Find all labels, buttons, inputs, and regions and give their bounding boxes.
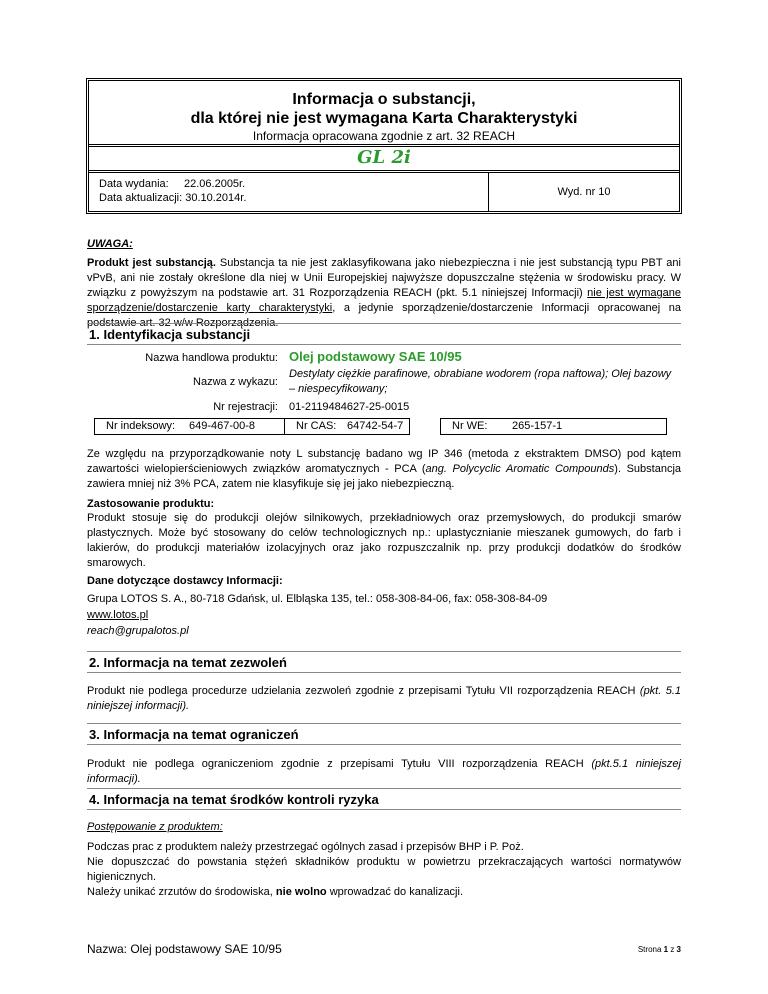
pca-note-italic: ang. Polycyclic Aromatic Compounds [425,463,615,475]
use-heading: Zastosowanie produktu: [87,498,215,510]
edition: Wyd. nr 10 [557,186,611,198]
footer-product-name: Nazwa: Olej podstawowy SAE 10/95 [87,942,282,956]
issue-date-label: Data wydania: [99,178,169,190]
update-date-label: Data aktualizacji: [99,192,183,204]
cas-label: Nr CAS: [296,420,337,432]
page-prefix: Strona [637,945,664,954]
list-name-line2: – niespecyfikowany; [289,383,388,395]
cas-no: 64742-54-7 [347,420,404,432]
title-line1: Informacja o substancji, [292,91,476,108]
section4-line3-end: wprowadzać do kanalizacji. [326,886,464,898]
section2-text [87,684,681,714]
pca-note [87,447,681,492]
notice-bold: Produkt jest substancją. [87,257,216,269]
section2-title: 2. Informacja na temat zezwoleń [89,655,287,670]
product-code-block [89,147,679,173]
cas-box [285,418,410,435]
notice-text [87,256,681,331]
notice-underlined: nie jest wymagane sporządzenie/dostarczenie karty charakterystyki [87,287,681,314]
we-box [440,418,667,435]
trade-name: Olej podstawowy SAE 10/95 [289,349,462,364]
section4-subheading: Postępowanie z produktem: [87,821,223,833]
we-label: Nr WE: [452,420,488,432]
section1-title: 1. Identyfikacja substancji [89,327,251,342]
trade-name-label: Nazwa handlowa produktu: [145,352,278,364]
section2-heading [87,651,681,673]
dates-block [89,173,489,211]
section2-text-main: Produkt nie podlega procedurze udzielania zezwoleń zgodnie z przepisami Tytułu VII rozporządzenia REACH [87,685,640,697]
edition-block [489,173,679,211]
section4-line2: Nie dopuszczać do powstania stężeń składników produktu w powietrzu przekraczających wartości normatywów higienicznych. [87,856,681,883]
product-code: GL 2i [357,147,411,168]
subtitle: Informacja opracowana zgodnie z art. 32 REACH [252,129,516,143]
section3-text [87,757,681,787]
section4-line3-start: Należy unikać zrzutów do środowiska, [87,886,276,898]
title-line2: dla której nie jest wymagana Karta Charakterystyki [190,110,578,127]
reg-no: 01-2119484627-25-0015 [289,401,410,413]
section3-text-italic: (pkt.5.1 niniejszej informacji). [87,758,681,785]
supplier-block [87,591,681,639]
header-title-block [89,81,679,147]
section4-title: 4. Informacja na temat środków kontroli ryzyka [89,792,379,807]
pca-note-text1: Ze względu na przyporządkowanie noty L substancję badano wg IP 346 (metoda z ekstraktem DMSO) pod kątem zawartości wielopierścieniowych związków aromatycznych - PCA ( [87,448,681,475]
pca-note-text2: ). Substancja zawiera mniej niż 3% PCA, zatem nie klasyfikuje się jej jako niebezpieczną. [87,463,682,490]
section4-line1: Podczas prac z produktem należy przestrzegać ogólnych zasad i przepisów BHP i P. Poż. [87,841,524,853]
use-text: Produkt stosuje się do produkcji olejów silnikowych, przekładniowych oraz przemysłowych, do produkcji smarów plastycznych. Może być stosowany do celów technologicznych np.: uplastycznianie mieszanek gumowych, do farb i lakierów, do produkcji materiałów izolacyjnych oraz jako rozpuszczalnik np. przy produkcji dodatków do środków smarowych. [87,512,681,569]
index-no: 649-467-00-8 [189,420,256,432]
we-no: 265-157-1 [512,420,563,432]
header-frame [86,78,682,214]
list-name [289,367,689,397]
supplier-email-link[interactable]: reach@grupalotos.pl [87,625,189,637]
list-name-label: Nazwa z wykazu: [193,376,278,388]
section3-heading [87,723,681,745]
section3-title: 3. Informacja na temat ograniczeń [89,727,299,742]
page-total: 3 [676,945,681,954]
section4-heading [87,788,681,810]
section1-heading [87,323,681,345]
index-box [94,418,285,435]
footer-page-number [638,945,681,954]
section4-text [87,840,681,900]
section4-line3 [87,885,681,900]
list-name-line1: Destylaty ciężkie parafinowe, obrabiane wodorem (ropa naftowa); Olej bazowy [289,368,672,380]
section4-line3-bold: nie wolno [275,886,327,898]
supplier-heading: Dane dotyczące dostawcy Informacji: [87,575,283,587]
notice-text1: Substancja ta nie jest zaklasyfikowana jako niebezpieczna i nie jest substancją typu PBT ani vPvB, ani nie zostały określone dla niej w Unii Europejskiej najwyższe dopuszczalne stężenia w środowisku pracy. W związku z powyższym na podstawie art. 31 Rozporządzenia REACH (pkt. 5.1 niniejszej Informacji) [87,257,681,299]
reg-no-label: Nr rejestracji: [213,401,278,413]
section3-text-main: Produkt nie podlega ograniczeniom zgodnie z przepisami Tytułu VIII rozporządzenia REACH [87,758,592,770]
supplier-address: Grupa LOTOS S. A., 80-718 Gdańsk, ul. Elbląska 135, tel.: 058-308-84-06, fax: 058-308-84-09 [87,593,548,605]
page-sep: z [668,945,677,954]
notice-heading: UWAGA: [87,238,133,250]
supplier-web-link[interactable]: www.lotos.pl [87,609,149,621]
issue-date: 22.06.2005r. [184,178,246,190]
notice-text2: , a jedynie sporządzenie/dostarczenie Informacji opracowanej na podstawie art. 32 w/w Rozporządzenia. [87,302,681,329]
page-current: 1 [663,945,669,954]
update-date: 30.10.2014r. [185,192,247,204]
section2-text-italic: (pkt. 5.1 niniejszej informacji). [87,685,681,712]
index-label: Nr indeksowy: [106,420,176,432]
